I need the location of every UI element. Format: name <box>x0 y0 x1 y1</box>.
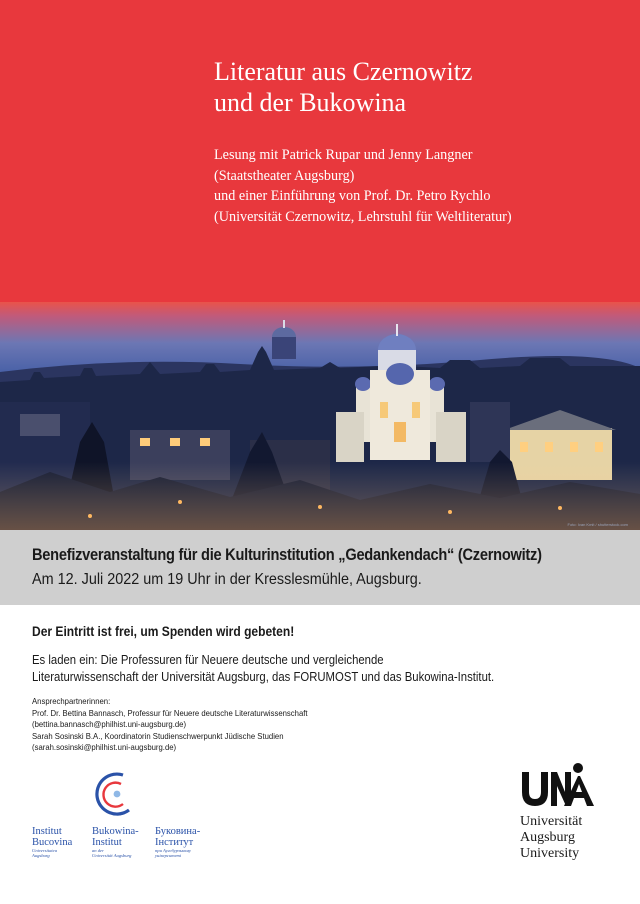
university-name <box>520 814 582 862</box>
poster-title <box>214 56 614 118</box>
contact-line: Prof. Dr. Bettina Bannasch, Professur für Neuere deutsche Literaturwissenschaft <box>32 707 308 718</box>
university-name-line: Universität <box>520 814 583 829</box>
logo-line: Інститут <box>155 837 194 848</box>
bukovyna-instytut-logo <box>155 826 200 858</box>
city-photo <box>0 302 640 530</box>
university-name-line: Augsburg <box>520 830 575 845</box>
event-band <box>0 530 640 605</box>
logo-subline: an der <box>92 848 104 853</box>
logo-subline: Augsburg <box>32 853 50 858</box>
contact-line: Sarah Sosinski B.A., Koordinatorin Studienschwerpunkt Jüdische Studien <box>32 730 284 741</box>
contact-email: (sarah.sosinski@philhist.uni-augsburg.de) <box>32 742 177 753</box>
invitation-text <box>32 652 494 686</box>
subtitle-line: Lesung mit Patrick Rupar und Jenny Langner <box>214 147 473 163</box>
invitation-line: Literaturwissenschaft der Universität Augsburg, das FORUMOST und das Bukowina-Institut. <box>32 670 495 684</box>
logo-subline: Universitatea <box>32 848 58 853</box>
contact-heading: Ansprechpartnerinnen: <box>32 696 111 706</box>
subtitle-line: (Universität Czernowitz, Lehrstuhl für Weltliteratur) <box>214 208 512 225</box>
logo-subline: Universität Augsburg <box>92 853 132 858</box>
entry-note: Der Eintritt ist frei, um Spenden wird gebeten! <box>32 623 295 639</box>
event-title: Benefizveranstaltung für die Kulturinstitution „Gedankendach“ (Czernowitz) <box>32 545 542 564</box>
photo-credit: Foto: Ivan Kmit / shutterstock.com <box>567 522 628 527</box>
logo-subline: при Аугсбурзькому <box>155 848 191 853</box>
title-line: und der Bukowina <box>214 88 407 117</box>
title-line: Literatur aus Czernowitz <box>214 57 473 86</box>
event-date: Am 12. Juli 2022 um 19 Uhr in der Kresslesmühle, Augsburg. <box>32 571 422 588</box>
city-night-skyline-image <box>0 302 640 530</box>
bukowina-institut-logo <box>92 826 139 858</box>
contact-email: (bettina.bannasch@philhist.uni-augsburg.de) <box>32 719 187 730</box>
university-name-line: University <box>520 846 580 861</box>
contact-list <box>32 696 308 754</box>
invitation-line: Es laden ein: Die Professuren für Neuere deutsche und vergleichende <box>32 653 384 667</box>
poster-subtitle <box>214 145 634 227</box>
subtitle-line: und einer Einführung von Prof. Dr. Petro Rychlo <box>214 188 491 204</box>
university-augsburg-logo-icon <box>520 762 600 808</box>
institut-bucovina-logo <box>32 826 72 858</box>
logo-line: Bukowina- <box>92 826 139 837</box>
logo-subline: університеті <box>155 853 182 858</box>
logo-line: Bucovina <box>32 837 73 848</box>
bukowina-institut-emblem-icon <box>95 772 137 820</box>
logo-line: Буковина- <box>155 826 201 837</box>
subtitle-line: (Staatstheater Augsburg) <box>214 167 355 184</box>
logo-line: Institut <box>32 826 62 837</box>
logo-line: Institut <box>92 837 122 848</box>
